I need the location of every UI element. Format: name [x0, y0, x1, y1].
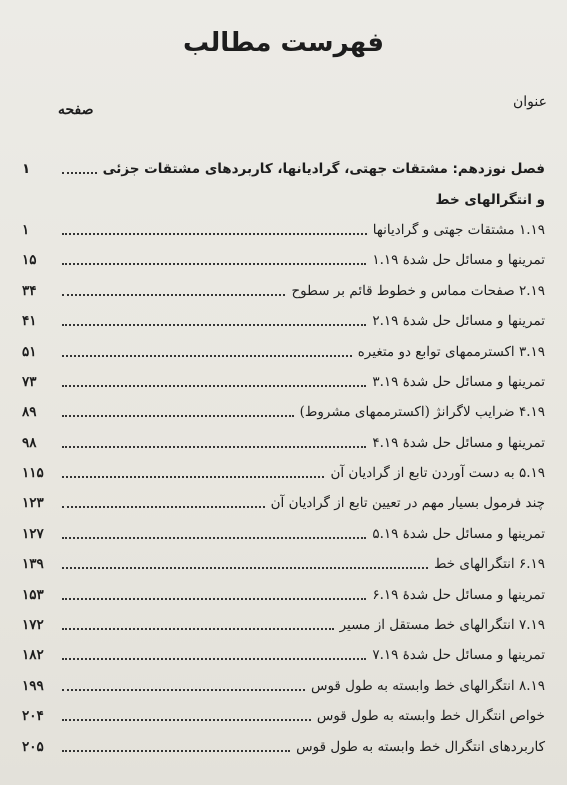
toc-entry-title: تمرینها و مسائل حل شدهٔ ۱.۱۹: [372, 252, 545, 269]
toc-entry-page: ۱۱۵: [22, 465, 44, 482]
table-of-contents: [22, 154, 545, 762]
toc-entry: [22, 579, 545, 609]
dot-leader: [62, 172, 97, 174]
dot-leader: [62, 750, 290, 752]
toc-entry: [22, 671, 545, 701]
toc-entry-title: تمرینها و مسائل حل شدهٔ ۳.۱۹: [372, 373, 545, 390]
toc-entry-page: ۸۹: [22, 404, 37, 421]
toc-entry-page: ۱۵۳: [22, 586, 44, 603]
column-header-page: صفحه: [58, 102, 94, 118]
toc-entry-title: تمرینها و مسائل حل شدهٔ ۷.۱۹: [372, 647, 545, 664]
toc-entry-page: ۴۱: [22, 313, 37, 330]
toc-entry-title: و انتگرالهای خط: [435, 191, 545, 208]
toc-entry-page: ۱: [22, 221, 30, 238]
dot-leader: [62, 263, 366, 265]
dot-leader: [62, 537, 366, 539]
toc-entry: [22, 154, 545, 184]
toc-entry: [22, 549, 545, 579]
dot-leader: [62, 233, 367, 235]
toc-entry: [22, 519, 545, 549]
toc-entry-title: خواص انتگرال خط وابسته به طول قوس: [316, 708, 545, 725]
toc-entry: [22, 731, 545, 761]
toc-entry-page: ۳۴: [22, 282, 37, 299]
dot-leader: [62, 355, 352, 357]
toc-entry-title: فصل نوزدهم: مشتقات جهتی، گرادیانها، کاربردهای مشتقات جزئی: [102, 161, 545, 178]
toc-entry-page: ۱۵: [22, 252, 37, 269]
toc-entry: [22, 306, 545, 336]
dot-leader: [62, 385, 366, 387]
toc-entry-page: ۱: [22, 161, 31, 178]
toc-entry-title: ۸.۱۹ انتگرالهای خط وابسته به طول قوس: [310, 677, 545, 694]
toc-entry-title: کاربردهای انتگرال خط وابسته به طول قوس: [296, 738, 545, 755]
dot-leader: [62, 598, 366, 600]
dot-leader: [62, 294, 285, 296]
dot-leader: [62, 628, 334, 630]
toc-entry: [22, 336, 545, 366]
toc-entry-page: ۱۸۲: [22, 647, 44, 664]
toc-entry-title: ۱.۱۹ مشتقات جهتی و گرادیانها: [372, 221, 545, 238]
toc-entry: [22, 701, 545, 731]
toc-entry-title: ۴.۱۹ ضرایب لاگرانژ (اکسترممهای مشروط): [299, 404, 545, 421]
toc-entry: [22, 215, 545, 245]
toc-entry: [22, 428, 545, 458]
toc-entry: [22, 245, 545, 275]
toc-entry-page: ۹۸: [22, 434, 37, 451]
dot-leader: [62, 446, 366, 448]
toc-entry: [22, 184, 545, 214]
toc-entry-title: تمرینها و مسائل حل شدهٔ ۲.۱۹: [372, 313, 545, 330]
dot-leader: [62, 415, 294, 417]
column-header-subject: عنوان: [513, 94, 547, 110]
toc-entry-page: ۲۰۴: [22, 708, 44, 725]
toc-entry-page: ۱۷۲: [22, 617, 44, 634]
toc-entry-title: تمرینها و مسائل حل شدهٔ ۵.۱۹: [372, 525, 545, 542]
dot-leader: [62, 567, 428, 569]
toc-entry-page: ۱۳۹: [22, 556, 44, 573]
toc-entry-page: ۷۳: [22, 373, 37, 390]
toc-entry-page: ۱۲۷: [22, 525, 44, 542]
toc-entry: [22, 458, 545, 488]
toc-entry-page: ۱۹۹: [22, 677, 44, 694]
toc-entry: [22, 397, 545, 427]
toc-entry: [22, 610, 545, 640]
dot-leader: [62, 476, 324, 478]
toc-entry-title: چند فرمول بسیار مهم در تعیین تابع از گرادیان آن: [270, 495, 545, 512]
toc-entry-page: ۲۰۵: [22, 738, 44, 755]
dot-leader: [62, 324, 366, 326]
dot-leader: [62, 689, 305, 691]
toc-entry-title: تمرینها و مسائل حل شدهٔ ۴.۱۹: [372, 434, 545, 451]
toc-entry: [22, 276, 545, 306]
dot-leader: [62, 506, 265, 508]
toc-entry-title: ۵.۱۹ به دست آوردن تابع از گرادیان آن: [330, 465, 545, 482]
toc-entry-title: تمرینها و مسائل حل شدهٔ ۶.۱۹: [372, 586, 545, 603]
page-title: فهرست مطالب: [183, 28, 384, 58]
dot-leader: [62, 719, 311, 721]
toc-entry-title: ۳.۱۹ اکسترممهای توابع دو متغیره: [357, 343, 545, 360]
toc-entry-title: ۶.۱۹ انتگرالهای خط: [433, 556, 545, 573]
dot-leader: [62, 658, 366, 660]
toc-entry: [22, 367, 545, 397]
toc-entry: [22, 488, 545, 518]
toc-entry-title: ۲.۱۹ صفحات مماس و خطوط قائم بر سطوح: [291, 282, 545, 299]
toc-entry-page: ۱۲۳: [22, 495, 44, 512]
toc-entry-title: ۷.۱۹ انتگرالهای خط مستقل از مسیر: [339, 617, 545, 634]
toc-entry-page: ۵۱: [22, 343, 37, 360]
toc-entry: [22, 640, 545, 670]
